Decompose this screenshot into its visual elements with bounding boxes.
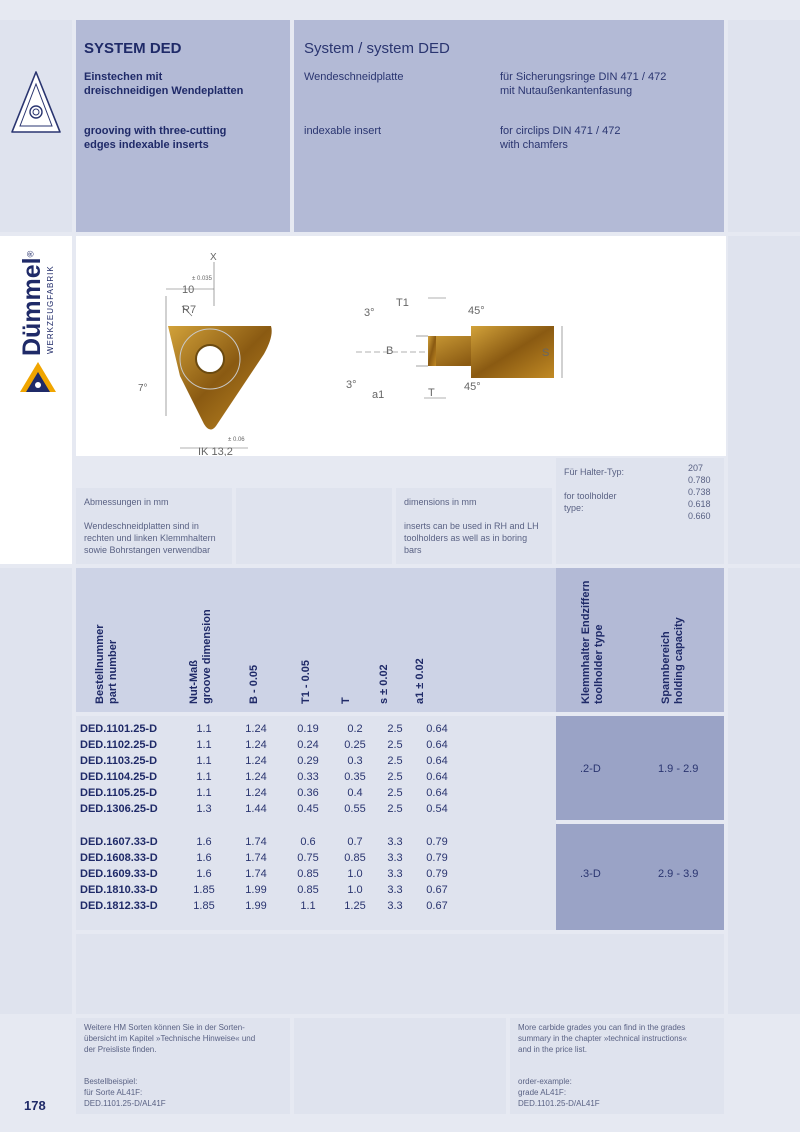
footer-mid [294, 1018, 506, 1114]
dim-x: X [210, 252, 217, 263]
dim-10: 10 [182, 284, 195, 296]
col-b: B - 0.05 [248, 664, 260, 704]
table-row [80, 850, 460, 866]
triangle-insert-icon [0, 64, 72, 144]
holder-value: 0.618 [688, 499, 711, 509]
value-cell: 0.2 [347, 723, 363, 735]
value-cell: 1.0 [347, 884, 363, 896]
value-cell: 1.1 [196, 739, 212, 751]
value-cell: 1.6 [196, 868, 212, 880]
value-cell: 1.6 [196, 852, 212, 864]
dim-a1: a1 [372, 389, 385, 401]
value-cell: 0.64 [426, 739, 448, 751]
group2-capacity: 2.9 - 3.9 [658, 868, 699, 880]
group2-right [556, 824, 724, 930]
brand-panel [0, 236, 72, 564]
holder-value: 0.780 [688, 475, 711, 485]
header-edge [728, 20, 800, 232]
for-de: für Sicherungsringe DIN 471 / 472 mit Nutaußenkantenfasung [500, 71, 667, 97]
value-cell: 0.64 [426, 787, 448, 799]
icon-panel [0, 20, 72, 232]
brand-reg: ® [25, 250, 36, 258]
holder-value: 0.660 [688, 511, 711, 521]
col-part-number: Bestellnummer part number [94, 624, 119, 704]
value-cell: 2.5 [387, 739, 403, 751]
table-row [80, 737, 460, 753]
value-cell: 1.24 [245, 787, 267, 799]
table-row [80, 721, 460, 737]
brand-name: Dümmel [18, 257, 46, 356]
dim-7deg: 7° [138, 383, 148, 394]
value-cell: 1.24 [245, 739, 267, 751]
brand-logo [18, 251, 47, 356]
side-left-table [0, 568, 72, 1014]
value-cell: 3.3 [387, 900, 403, 912]
col-groove: Nut-Maß groove dimension [188, 609, 213, 704]
dim-r7: R7 [182, 304, 197, 316]
holder-box [556, 458, 724, 564]
value-cell: 2.5 [387, 803, 403, 815]
value-cell: 0.33 [297, 771, 319, 783]
insert-de: Wendeschneidplatte [304, 71, 404, 83]
info-en-text: inserts can be used in RH and LH toolholders as well as in boring bars [404, 521, 539, 555]
table-row [80, 866, 460, 882]
dim-3-top: 3° [364, 307, 375, 319]
tol-1: ± 0.035 [192, 276, 212, 282]
info-spacer [236, 488, 392, 564]
value-cell: 0.64 [426, 723, 448, 735]
side-right-table [728, 568, 800, 1014]
value-cell: 0.29 [297, 755, 319, 767]
col-toolholder: Klemmhalter Endziffern toolholder type [580, 580, 605, 704]
value-cell: 0.79 [426, 868, 448, 880]
table-header-right [556, 568, 724, 712]
page-number: 178 [24, 1098, 46, 1113]
part-number-cell: DED.1101.25-D [80, 723, 158, 735]
table-header [76, 568, 556, 712]
side-right-mid [728, 236, 800, 564]
info-de-title: Abmessungen in mm [84, 497, 169, 507]
insert-en: indexable insert [304, 125, 382, 137]
value-cell: 3.3 [387, 868, 403, 880]
dim-45-top: 45° [468, 305, 485, 317]
table-row [80, 834, 460, 850]
col-t1: T1 - 0.05 [300, 659, 312, 704]
system-title-2: System / system DED [304, 40, 450, 57]
info-en-title: dimensions in mm [404, 497, 477, 507]
value-cell: 0.35 [344, 771, 366, 783]
value-cell: 0.7 [347, 836, 363, 848]
brand-triangle-icon [18, 360, 58, 396]
value-cell: 0.67 [426, 900, 448, 912]
part-number-cell: DED.1103.25-D [80, 755, 158, 767]
value-cell: 0.6 [300, 836, 316, 848]
table-row [80, 753, 460, 769]
footer-en-note: More carbide grades you can find in the grades summary in the chapter »technical instructions« and in the price list. [518, 1023, 687, 1054]
insert-drawing [76, 236, 726, 456]
de-description: Einstechen mit dreischneidigen Wendeplatten [84, 71, 244, 97]
value-cell: 1.99 [245, 900, 267, 912]
dim-3-bottom: 3° [346, 379, 357, 391]
value-cell: 0.85 [297, 884, 319, 896]
group1-right [556, 716, 724, 820]
dim-ik: IK 13,2 [198, 446, 233, 456]
value-cell: 0.24 [297, 739, 319, 751]
footer-en-example: order-example: grade AL41F: DED.1101.25-D/AL41F [518, 1077, 600, 1108]
value-cell: 1.85 [193, 884, 215, 896]
value-cell: 1.3 [196, 803, 212, 815]
dim-45-bottom: 45° [464, 381, 481, 393]
dim-t1: T1 [396, 297, 409, 309]
value-cell: 0.85 [297, 868, 319, 880]
system-title: SYSTEM DED [84, 40, 182, 57]
value-cell: 0.67 [426, 884, 448, 896]
value-cell: 1.1 [196, 771, 212, 783]
value-cell: 0.19 [297, 723, 319, 735]
holder-value: 207 [688, 463, 704, 473]
table-row [80, 769, 460, 785]
value-cell: 0.75 [297, 852, 319, 864]
part-number-cell: DED.1812.33-D [80, 900, 158, 912]
group2-type: .3-D [580, 868, 601, 880]
value-cell: 0.79 [426, 836, 448, 848]
value-cell: 0.79 [426, 852, 448, 864]
tol-2: ± 0.06 [228, 437, 245, 443]
value-cell: 0.64 [426, 755, 448, 767]
dim-b: B [386, 345, 394, 357]
value-cell: 0.55 [344, 803, 366, 815]
info-en [396, 488, 552, 564]
table-row [80, 882, 460, 898]
en-description: grooving with three-cutting edges indexable inserts [84, 125, 227, 151]
part-number-cell: DED.1810.33-D [80, 884, 158, 896]
value-cell: 3.3 [387, 884, 403, 896]
for-en: for circlips DIN 471 / 472 with chamfers [500, 125, 621, 151]
part-number-cell: DED.1306.25-D [80, 803, 158, 815]
value-cell: 1.6 [196, 836, 212, 848]
footer-de [76, 1018, 290, 1114]
part-number-cell: DED.1607.33-D [80, 836, 158, 848]
value-cell: 0.3 [347, 755, 363, 767]
group1-capacity: 1.9 - 2.9 [658, 763, 699, 775]
col-t: T [340, 697, 352, 704]
value-cell: 3.3 [387, 836, 403, 848]
table-row [80, 898, 460, 914]
value-cell: 1.1 [196, 723, 212, 735]
value-cell: 0.25 [344, 739, 366, 751]
info-de [76, 488, 232, 564]
value-cell: 1.1 [300, 900, 316, 912]
group1-type: .2-D [580, 763, 601, 775]
value-cell: 3.3 [387, 852, 403, 864]
value-cell: 0.85 [344, 852, 366, 864]
value-cell: 1.25 [344, 900, 366, 912]
holder-value: 0.738 [688, 487, 711, 497]
value-cell: 1.44 [245, 803, 267, 815]
part-number-cell: DED.1104.25-D [80, 771, 158, 783]
value-cell: 2.5 [387, 755, 403, 767]
holder-label: Für Halter-Typ: for toolholder type: [564, 467, 625, 513]
value-cell: 0.36 [297, 787, 319, 799]
empty-row [76, 934, 724, 1014]
value-cell: 1.74 [245, 868, 267, 880]
table-row [80, 801, 460, 817]
value-cell: 1.0 [347, 868, 363, 880]
table-group-1 [80, 721, 460, 817]
footer-en [510, 1018, 724, 1114]
part-number-cell: DED.1102.25-D [80, 739, 158, 751]
table-group-2 [80, 834, 460, 914]
dim-s: S [542, 347, 550, 359]
value-cell: 1.1 [196, 787, 212, 799]
value-cell: 2.5 [387, 787, 403, 799]
part-number-cell: DED.1608.33-D [80, 852, 158, 864]
col-a1: a1 ± 0.02 [414, 658, 426, 704]
value-cell: 0.64 [426, 771, 448, 783]
header-right [294, 20, 724, 232]
value-cell: 0.45 [297, 803, 319, 815]
value-cell: 0.4 [347, 787, 363, 799]
value-cell: 1.24 [245, 755, 267, 767]
footer-de-example: Bestellbeispiel: für Sorte AL41F: DED.1101.25-D/AL41F [84, 1077, 166, 1108]
brand-sub: WERKZEUGFABRIK [46, 265, 55, 354]
value-cell: 1.24 [245, 723, 267, 735]
value-cell: 1.99 [245, 884, 267, 896]
footer-de-note: Weitere HM Sorten können Sie in der Sorten- übersicht im Kapitel »Technische Hinweise« und der Preisliste finden. [84, 1023, 256, 1054]
value-cell: 1.1 [196, 755, 212, 767]
value-cell: 1.85 [193, 900, 215, 912]
value-cell: 1.74 [245, 836, 267, 848]
part-number-cell: DED.1105.25-D [80, 787, 158, 799]
info-de-text: Wendeschneidplatten sind in rechten und linken Klemmhaltern sowie Bohrstangen verwendbar [84, 521, 216, 555]
col-capacity: Spannbereich holding capacity [660, 617, 685, 704]
drawing-panel [76, 236, 726, 456]
value-cell: 1.24 [245, 771, 267, 783]
holder-values [688, 462, 711, 522]
dim-t: T [428, 387, 435, 399]
table-row [80, 785, 460, 801]
value-cell: 2.5 [387, 771, 403, 783]
col-s: s ± 0.02 [378, 664, 390, 704]
part-number-cell: DED.1609.33-D [80, 868, 158, 880]
value-cell: 0.54 [426, 803, 448, 815]
value-cell: 2.5 [387, 723, 403, 735]
value-cell: 1.74 [245, 852, 267, 864]
header-left [76, 20, 290, 232]
